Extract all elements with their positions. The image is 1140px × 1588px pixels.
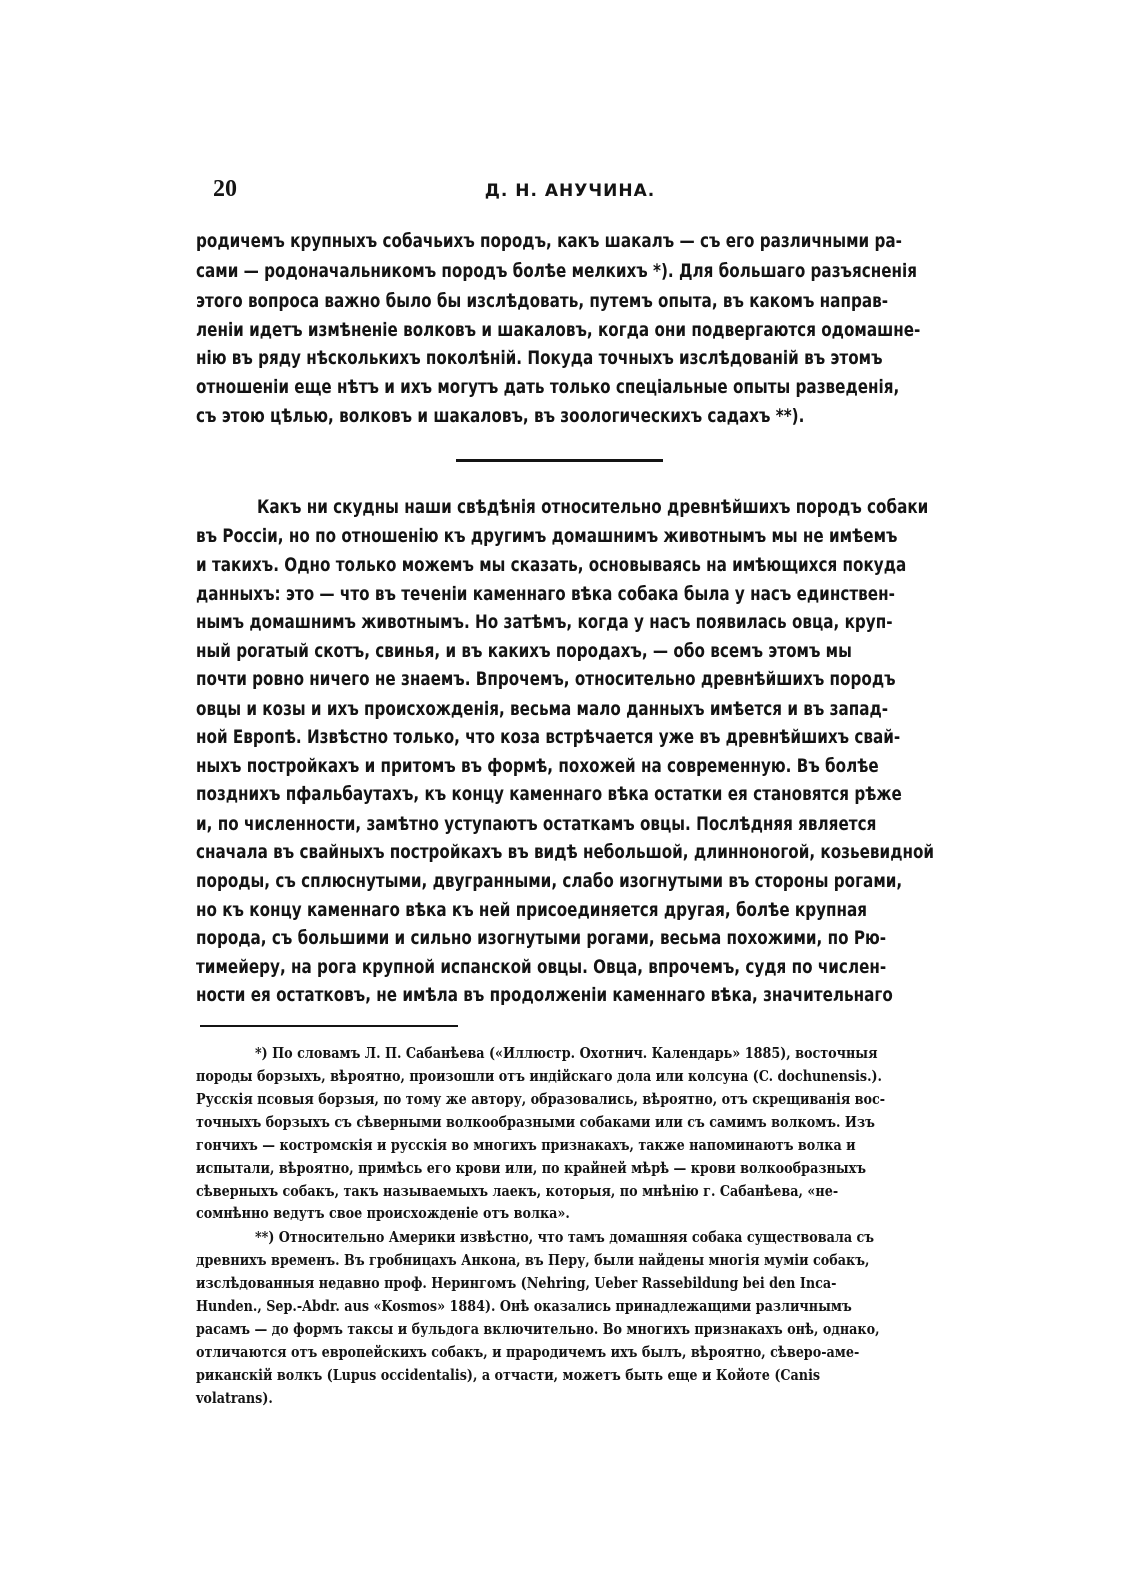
text-line: нію въ ряду нѣсколькихъ поколѣній. Покуда точныхъ изслѣдованій въ этомъ bbox=[196, 347, 883, 369]
footnote-line: сѣверныхъ собакъ, такъ называемыхъ лаекъ, которыя, по мнѣнію г. Сабанѣева, «не- bbox=[196, 1182, 839, 1200]
text-line: тимейеру, на рога крупной испанской овцы. Овца, впрочемъ, судя по числен- bbox=[196, 956, 887, 978]
text-line: съ этою цѣлью, волковъ и шакаловъ, въ зоологическихъ садахъ **). bbox=[196, 405, 805, 427]
text-line: сами — родоначальникомъ породъ болѣе мелкихъ *). Для большаго разъясненія bbox=[196, 260, 917, 282]
text-line: леніи идетъ измѣненіе волковъ и шакаловъ, когда они подвергаются одомашне- bbox=[196, 319, 921, 341]
text-line: овцы и козы и ихъ происхожденія, весьма мало данныхъ имѣется и въ запад- bbox=[196, 698, 889, 720]
footnote-line: сомнѣнно ведутъ свое происхожденіе отъ волка». bbox=[196, 1204, 570, 1222]
running-title: Д. Н. АНУЧИНА. bbox=[484, 181, 656, 201]
text-line: Какъ ни скудны наши свѣдѣнія относительно древнѣйшихъ породъ собаки bbox=[257, 496, 929, 518]
footnote-line: расамъ — до формъ таксы и бульдога включительно. Во многихъ признакахъ онѣ, однако, bbox=[196, 1320, 880, 1338]
text-line: и, по численности, замѣтно уступаютъ остаткамъ овцы. Послѣдняя является bbox=[196, 813, 877, 835]
footnote-line: гончихъ — костромскія и русскія во многихъ признакахъ, также напоминаютъ волка и bbox=[196, 1136, 856, 1154]
text-line: въ Россіи, но по отношенію къ другимъ домашнимъ животнымъ мы не имѣемъ bbox=[196, 525, 898, 547]
page-number: 20 bbox=[213, 176, 237, 202]
text-line: этого вопроса важно было бы изслѣдовать, путемъ опыта, въ какомъ направ- bbox=[196, 290, 889, 312]
text-line: ныхъ постройкахъ и притомъ въ формѣ, похожей на современную. Въ болѣе bbox=[196, 755, 879, 777]
text-line: ной Европѣ. Извѣстно только, что коза встрѣчается уже въ древнѣйшихъ свай- bbox=[196, 726, 901, 748]
footnote-line: volatrans). bbox=[196, 1389, 273, 1407]
footnote-divider bbox=[200, 1025, 458, 1027]
footnote-line: Hunden., Sep.-Abdr. aus «Kosmos» 1884). Онѣ оказались принадлежащими различнымъ bbox=[196, 1297, 852, 1315]
footnote-line: Русскія псовыя борзыя, по тому же автору, образовались, вѣроятно, отъ скрещиванія вос- bbox=[196, 1090, 886, 1108]
text-line: порода, съ большими и сильно изогнутыми рогами, весьма похожими, по Рю- bbox=[196, 927, 887, 949]
text-line: ный рогатый скотъ, свинья, и въ какихъ породахъ, — обо всемъ этомъ мы bbox=[196, 640, 852, 662]
footnote-line: *) По словамъ Л. П. Сабанѣева («Иллюстр. Охотнич. Календарь» 1885), восточныя bbox=[255, 1044, 878, 1062]
footnote-line: отличаются отъ европейскихъ собакъ, и прародичемъ ихъ былъ, вѣроятно, сѣверо-аме- bbox=[196, 1343, 860, 1361]
footnote-line: изслѣдованныя недавно проф. Нерингомъ (Nehring, Ueber Rassebildung bei den Inca- bbox=[196, 1274, 837, 1292]
footnote-line: испытали, вѣроятно, примѣсь его крови или, по крайней мѣрѣ — крови волкообразныхъ bbox=[196, 1159, 866, 1177]
page-header bbox=[0, 176, 1140, 216]
text-line: и такихъ. Одно только можемъ мы сказать, основываясь на имѣющихся покуда bbox=[196, 554, 907, 576]
section-divider bbox=[456, 459, 663, 462]
footnote-line: **) Относительно Америки извѣстно, что тамъ домашняя собака существовала съ bbox=[255, 1228, 875, 1246]
footnote-line: риканскій волкъ (Lupus occidentalis), а отчасти, можетъ быть еще и Койоте (Canis bbox=[196, 1366, 821, 1384]
text-line: отношеніи еще нѣтъ и ихъ могутъ дать только спеціальные опыты разведенія, bbox=[196, 376, 900, 398]
footnote-line: породы борзыхъ, вѣроятно, произошли отъ индійскаго дола или колсуна (C. dochunensis.). bbox=[196, 1067, 883, 1085]
footnote-line: точныхъ борзыхъ съ сѣверными волкообразными собаками или съ самимъ волкомъ. Изъ bbox=[196, 1113, 875, 1131]
text-line: но къ концу каменнаго вѣка къ ней присоединяется другая, болѣе крупная bbox=[196, 899, 868, 921]
text-line: породы, съ сплюснутыми, двугранными, слабо изогнутыми въ стороны рогами, bbox=[196, 870, 903, 892]
text-line: позднихъ пфальбаутахъ, къ концу каменнаго вѣка остатки ея становятся рѣже bbox=[196, 783, 902, 805]
text-line: родичемъ крупныхъ собачьихъ породъ, какъ шакалъ — съ его различными ра- bbox=[196, 230, 902, 252]
footnote-line: древнихъ временъ. Въ гробницахъ Анкона, въ Перу, были найдены многія муміи собакъ, bbox=[196, 1251, 870, 1269]
text-line: сначала въ свайныхъ постройкахъ въ видѣ небольшой, длинноногой, козьевидной bbox=[196, 841, 935, 863]
text-line: почти ровно ничего не знаемъ. Впрочемъ, относительно древнѣйшихъ породъ bbox=[196, 668, 896, 690]
text-line: ности ея остатковъ, не имѣла въ продолженіи каменнаго вѣка, значительнаго bbox=[196, 984, 893, 1006]
text-line: нымъ домашнимъ животнымъ. Но затѣмъ, когда у насъ появилась овца, круп- bbox=[196, 611, 893, 633]
text-line: данныхъ: это — что въ теченіи каменнаго вѣка собака была у насъ единствен- bbox=[196, 583, 895, 605]
